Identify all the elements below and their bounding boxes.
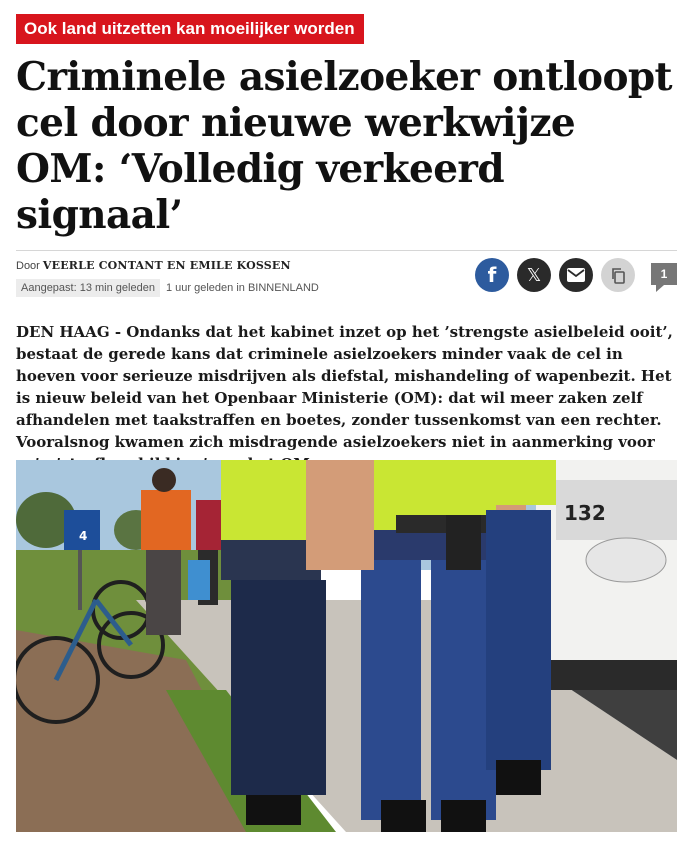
copy-link-button[interactable] (601, 258, 635, 292)
category-prefix: in (236, 282, 245, 294)
comment-count: 1 (660, 267, 668, 281)
x-icon: 𝕏 (526, 264, 542, 286)
byline-prefix: Door (16, 260, 40, 272)
facebook-icon: f (487, 263, 497, 287)
facebook-share-button[interactable] (475, 258, 509, 292)
authors[interactable]: VEERLE CONTANT EN EMILE KOSSEN (42, 259, 291, 272)
photo-illustration (16, 460, 677, 832)
sign-number: 4 (79, 529, 88, 543)
kicker-label[interactable]: Ook land uitzetten kan moeilijker worden (16, 14, 364, 44)
headline: Criminele asielzoeker ontloopt cel door nieuwe werkwijze OM: ‘Volledig verkeerd signaal’ (16, 54, 672, 238)
article (16, 14, 677, 475)
copy-icon (610, 267, 626, 284)
mail-icon (567, 268, 585, 282)
mail-share-button[interactable] (559, 258, 593, 292)
share-bar (467, 258, 677, 292)
x-share-button[interactable] (517, 258, 551, 292)
byline (16, 259, 291, 272)
bus-number: 132 (564, 501, 606, 525)
article-photo[interactable] (16, 460, 677, 832)
updated-badge: Aangepast: 13 min geleden (16, 279, 160, 297)
timestamps (16, 279, 319, 297)
published-time: 1 uur geleden (166, 282, 234, 294)
category-link[interactable]: BINNENLAND (247, 282, 319, 294)
comment-count-button[interactable] (651, 263, 677, 285)
article-meta (16, 251, 677, 311)
article-lead: DEN HAAG - Ondanks dat het kabinet inzet op het ’strengste asielbeleid ooit’, bestaat de gerede kans dat criminele asielzoekers minder vaak de cel in hoeven voor serieuze misdrijven als diefstal, mishandeling of wapenbezit. Het is nieuw beleid van het Openbaar Ministerie (OM): dat wil meer zaken zelf afhandelen met taakstraffen en boetes, zonder tussenkomst van een rechter. Vooralsnog kwamen zich misdragende asielzoekers niet in aanmerking voor (16, 323, 673, 451)
